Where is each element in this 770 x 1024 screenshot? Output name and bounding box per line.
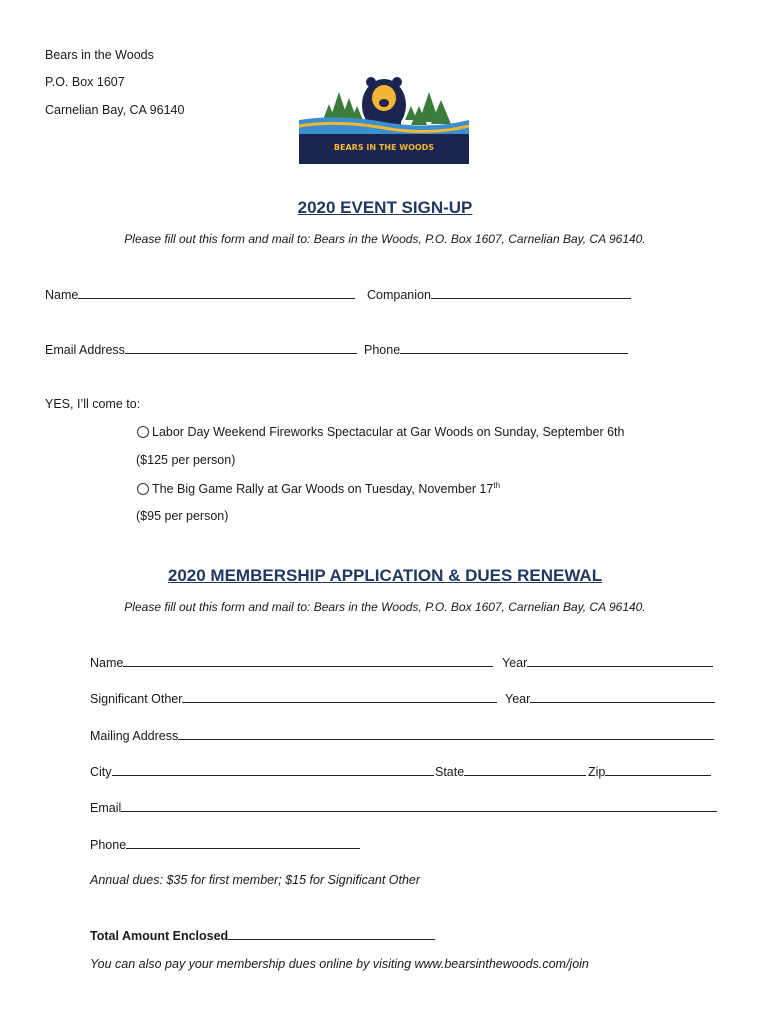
event-email-field[interactable] xyxy=(45,342,357,357)
member-email-label: Email xyxy=(90,801,122,815)
significant-other-field[interactable] xyxy=(90,691,497,706)
event-phone-field[interactable] xyxy=(364,342,628,357)
mailing-address-label: Mailing Address xyxy=(90,729,179,743)
event-name-field[interactable] xyxy=(45,287,355,302)
event-option-label: The Big Game Rally at Gar Woods on Tuesday, November 17 xyxy=(152,482,494,497)
membership-title: 2020 MEMBERSHIP APPLICATION & DUES RENEWAL xyxy=(167,566,603,585)
member-phone-label: Phone xyxy=(90,838,127,852)
significant-other-year-field[interactable] xyxy=(505,691,715,706)
event-signup-title: 2020 EVENT SIGN-UP xyxy=(297,198,473,217)
city-label: City xyxy=(90,765,112,779)
event-option-price: ($125 per person) xyxy=(136,453,236,467)
event-option-label: Labor Day Weekend Fireworks Spectacular at Gar Woods on Sunday, September 6th xyxy=(152,425,625,439)
city-field[interactable] xyxy=(90,764,434,779)
dues-note: Annual dues: $35 for first member; $15 for Significant Other xyxy=(90,873,421,887)
event-yes-label: YES, I’ll come to: xyxy=(45,397,141,411)
org-name: Bears in the Woods xyxy=(45,48,154,62)
total-amount-label: Total Amount Enclosed xyxy=(90,929,229,943)
significant-other-label: Significant Other xyxy=(90,692,183,706)
radio-button-icon[interactable] xyxy=(137,426,149,438)
event-option-price: ($95 per person) xyxy=(136,509,229,523)
member-year-label: Year xyxy=(505,692,531,706)
event-email-label: Email Address xyxy=(45,343,125,357)
membership-instructions: Please fill out this form and mail to: Bears in the Woods, P.O. Box 1607, Carnelian Bay, CA 96140. xyxy=(124,600,646,614)
event-companion-field[interactable] xyxy=(367,287,631,302)
event-option-big-game[interactable] xyxy=(137,481,500,496)
logo-text: BEARS IN THE WOODS xyxy=(333,143,435,152)
zip-field[interactable] xyxy=(588,764,711,779)
event-phone-label: Phone xyxy=(364,343,401,357)
total-amount-field[interactable] xyxy=(90,928,435,943)
event-name-label: Name xyxy=(45,288,79,302)
member-name-field[interactable] xyxy=(90,655,493,670)
event-instructions: Please fill out this form and mail to: Bears in the Woods, P.O. Box 1607, Carnelian Bay, CA 96140. xyxy=(124,232,646,246)
member-year-field[interactable] xyxy=(502,655,713,670)
state-label: State xyxy=(435,765,465,779)
event-option-labor-day[interactable] xyxy=(137,425,624,439)
online-payment-note: You can also pay your membership dues online by visiting www.bearsinthewoods.com/join xyxy=(90,957,589,971)
bears-in-the-woods-logo xyxy=(299,70,469,164)
org-city-line: Carnelian Bay, CA 96140 xyxy=(45,103,185,117)
radio-button-icon[interactable] xyxy=(137,483,149,495)
ordinal-suffix: th xyxy=(493,481,501,490)
state-field[interactable] xyxy=(435,764,586,779)
member-year-label: Year xyxy=(502,656,528,670)
zip-label: Zip xyxy=(588,765,606,779)
member-phone-field[interactable] xyxy=(90,837,360,852)
member-email-field[interactable] xyxy=(90,800,717,815)
event-companion-label: Companion xyxy=(367,288,431,302)
org-po-box: P.O. Box 1607 xyxy=(45,75,125,89)
mailing-address-field[interactable] xyxy=(90,728,714,743)
logo-graphic xyxy=(299,70,469,164)
member-name-label: Name xyxy=(90,656,124,670)
